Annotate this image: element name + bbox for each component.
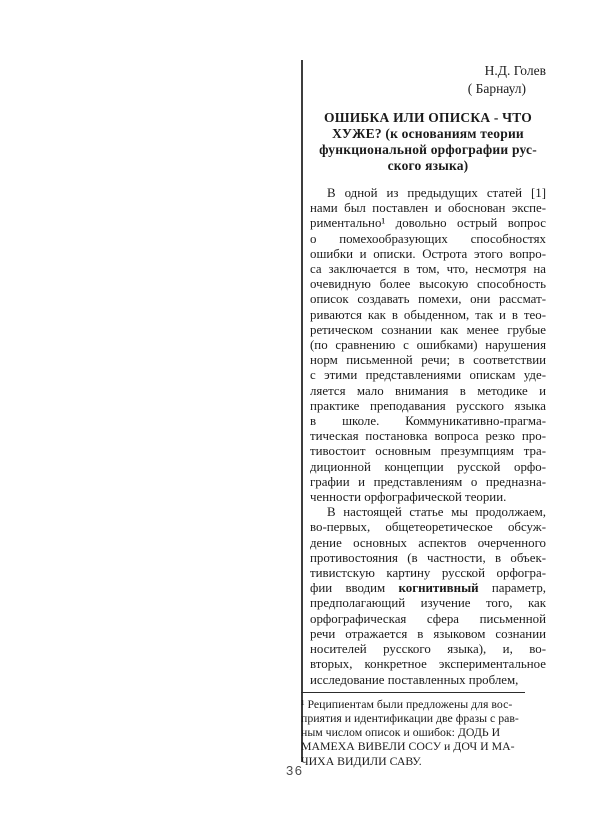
text-line (310, 581, 546, 596)
text-line: описок создавать помехи, они рассмат- (310, 292, 546, 307)
text-line: ляется мало внимания в методике и (310, 383, 546, 398)
text-line: тивистскую картину русской орфогра- (310, 566, 546, 581)
text-line: графии и представлениям о предназна- (310, 474, 546, 489)
text-line: В настоящей статье мы продолжаем, (327, 505, 546, 520)
text-line: носителей русского языка), и, во- (310, 642, 546, 657)
text-segment: параметр, (478, 581, 546, 596)
text-line: ЧИХА ВИДИЛИ САВУ. (301, 753, 422, 768)
footnote-separator (301, 692, 525, 693)
column-divider-line (301, 60, 303, 762)
text-line: тическая постановка вопроса резко про- (310, 429, 546, 444)
text-line: ¹ Реципиентам были предложены для вос- (301, 696, 513, 711)
text-line: риваются как в обыденном, так и в тео- (310, 307, 546, 322)
text-line: (по сравнению с ошибками) нарушения (310, 338, 546, 353)
text-line: ского языка) (387, 158, 469, 173)
article-body (310, 186, 546, 688)
text-line: тивостоит основным презумпциям тра- (310, 444, 546, 459)
text-line: орфографическая сфера письменной (310, 611, 546, 626)
article-title (310, 110, 546, 174)
page-number: 36 (286, 763, 304, 778)
author-name: Н.Д. Голев (484, 63, 546, 78)
paragraph (310, 505, 546, 687)
text-line: ХУЖЕ? (к основаниям теории (332, 126, 524, 141)
text-line: са заключается в том, что, несмотря на (310, 262, 546, 277)
text-line: о помехообразующих способностях (310, 231, 546, 246)
author-place: ( Барнаул) (467, 81, 526, 96)
text-segment: фии вводим (310, 581, 399, 596)
text-line: речи отражается в языковом сознании (310, 626, 546, 641)
text-line: ченности орфографической теории. (310, 490, 507, 505)
text-line: ным числом описок и ошибок: ДОДЬ И (301, 725, 501, 740)
text-line: В одной из предыдущих статей [1] (327, 186, 546, 200)
text-line: вторых, конкретное экспериментальное (310, 657, 546, 672)
text-line: ретическом сознании как менее грубые (310, 322, 546, 337)
text-line: очевидную более высокую способность (310, 277, 546, 292)
text-segment: когнитивный (398, 581, 479, 596)
author-block (310, 62, 546, 98)
paragraph (310, 186, 546, 505)
text-line: норм письменной речи; в соответствии (310, 353, 546, 368)
text-line: ОШИБКА ИЛИ ОПИСКА - ЧТО (324, 110, 532, 125)
text-line: исследование поставленных проблем, (310, 672, 519, 687)
text-line: приятия и идентификации две фразы с рав- (301, 710, 519, 725)
text-line: МАМЕХА ВИВЕЛИ СОСУ и ДОЧ И МА- (301, 739, 515, 754)
article-column (301, 62, 546, 768)
text-line: предполагающий изучение того, как (310, 596, 546, 611)
text-line: практике преподавания русского языка (310, 398, 546, 413)
text-line: риментально¹ довольно острый вопрос (310, 216, 546, 231)
footnote (301, 697, 533, 768)
text-line: во-первых, общетеоретическое обсуж- (310, 520, 546, 535)
text-line: в школе. Коммуникативно-прагма- (310, 414, 546, 429)
text-line: нами был поставлен и обоснован экспе- (310, 201, 546, 216)
text-line: с этими представлениями опискам уде- (310, 368, 546, 383)
text-line: функциональной орфографии рус- (319, 142, 537, 157)
text-line: диционной концепции русской орфо- (310, 459, 546, 474)
text-line: ошибки и описки. Острота этого вопро- (310, 246, 546, 261)
text-line: противостояния (в частности, в объек- (310, 550, 546, 565)
text-line: дение основных аспектов очерченного (310, 535, 546, 550)
